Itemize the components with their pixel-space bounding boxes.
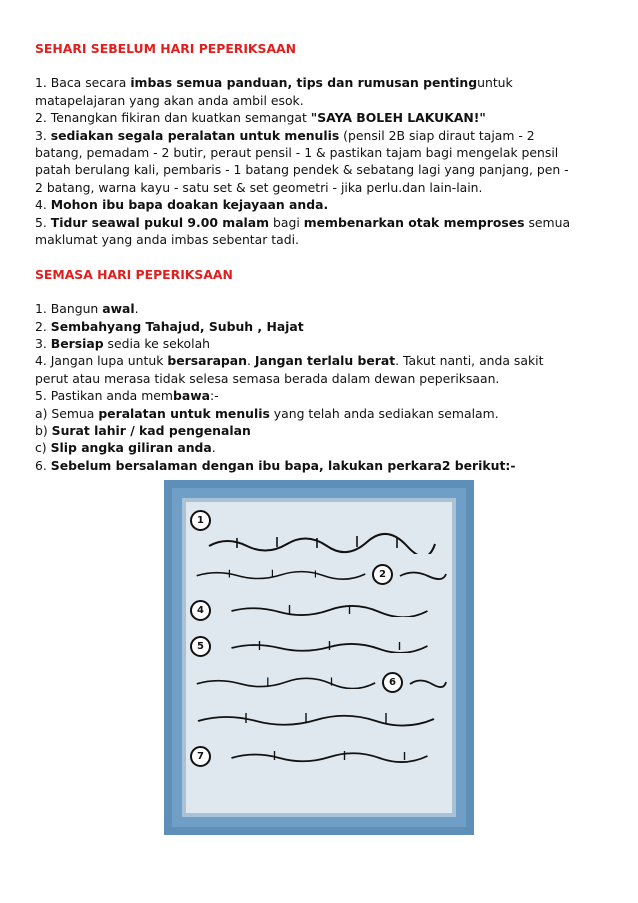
item-bold: bersarapan — [167, 353, 247, 369]
verse-calligraphy — [216, 639, 443, 653]
s1-item-1-cont: matapelajaran yang akan anda ambil esok. — [35, 92, 304, 108]
verse-calligraphy — [195, 567, 367, 581]
item-text: 4. — [35, 197, 51, 213]
s2-item-3 — [35, 335, 605, 352]
verse-row-1 — [190, 506, 448, 534]
item-text: :- — [210, 388, 219, 404]
verse-number: 2 — [372, 564, 393, 585]
verse-calligraphy — [216, 749, 443, 763]
verse-row-4 — [190, 596, 448, 624]
item-text: 2. Tenangkan fikiran dan kuatkan semangat — [35, 110, 311, 126]
item-bold: membenarkan otak memproses — [303, 214, 525, 230]
item-text: 6. — [35, 457, 51, 473]
al-fatihah-panel — [182, 498, 456, 817]
verse-number: 5 — [190, 636, 211, 657]
item-text: 3. — [35, 336, 51, 352]
document-page — [35, 40, 605, 510]
section1-heading: SEHARI SEBELUM HARI PEPERIKSAAN — [35, 41, 297, 56]
item-text: 3. — [35, 127, 51, 143]
item-text: sedia ke sekolah — [103, 336, 211, 352]
s2-item-6 — [35, 457, 605, 474]
verse-calligraphy — [216, 603, 443, 617]
item-text: 4. Jangan lupa untuk — [35, 353, 168, 369]
item-text: yang telah anda sediakan semalam. — [269, 405, 499, 421]
s2-item-4 — [35, 352, 605, 369]
al-fatihah-image — [164, 480, 474, 835]
s1-item-3-cont2: patah berulang kali, pembaris - 1 batang pendek & sebatang lagi yang panjang, pen - — [35, 162, 569, 178]
s1-item-3-cont3: 2 batang, warna kayu - satu set & set geometri - jika perlu.dan lain-lain. — [35, 179, 483, 195]
verse-calligraphy — [195, 675, 377, 689]
item-text: . — [247, 353, 255, 369]
verse-number: 4 — [190, 600, 211, 621]
item-bold: Jangan terlalu berat — [254, 353, 396, 369]
item-text: 1. Baca secara — [35, 75, 131, 91]
item-text: . — [134, 301, 139, 317]
item-bold: bawa — [172, 388, 211, 404]
s1-item-2 — [35, 109, 605, 126]
verse-calligraphy — [196, 710, 436, 728]
item-bold: Sebelum bersalaman dengan ibu bapa, lakukan perkara2 berikut:- — [50, 457, 516, 473]
verse-calligraphy — [408, 675, 448, 689]
item-text: semua — [524, 214, 571, 230]
item-bold: Tidur seawal pukul 9.00 malam — [50, 214, 270, 230]
verse-row-7 — [190, 742, 448, 770]
item-text: b) — [35, 423, 52, 439]
verse-number: 6 — [382, 672, 403, 693]
s2-item-5 — [35, 387, 605, 404]
item-bold: awal — [102, 301, 135, 317]
s2-item-b — [35, 422, 605, 439]
item-text: 1. Bangun — [35, 301, 103, 317]
verse-row-6 — [190, 668, 448, 696]
bismillah-calligraphy — [207, 532, 437, 554]
s1-item-3-cont1: batang, pemadam - 2 butir, peraut pensil - 1 & pastikan tajam bagi mengelak pensil — [35, 145, 559, 161]
item-bold: Mohon ibu bapa doakan kejayaan anda. — [50, 197, 329, 213]
s2-item-a — [35, 405, 605, 422]
item-text: 5. — [35, 214, 51, 230]
item-bold: Bersiap — [50, 336, 104, 352]
s1-item-1 — [35, 74, 605, 91]
item-bold: "SAYA BOLEH LAKUKAN!" — [310, 110, 486, 126]
item-bold: imbas semua panduan, tips dan rumusan penting — [130, 75, 478, 91]
item-bold: Sembahyang Tahajud, Subuh , Hajat — [50, 318, 304, 334]
item-bold: Surat lahir / kad pengenalan — [51, 423, 251, 439]
s2-item-4-cont: perut atau merasa tidak selesa semasa berada dalam dewan peperiksaan. — [35, 370, 500, 386]
verse-row-5 — [190, 632, 448, 660]
s2-item-1 — [35, 300, 605, 317]
verse-number: 1 — [190, 510, 211, 531]
item-bold: peralatan untuk menulis — [98, 405, 270, 421]
item-bold: sediakan segala peralatan untuk menulis — [50, 127, 340, 143]
verse-calligraphy — [398, 567, 448, 581]
s1-item-5 — [35, 214, 605, 231]
item-text: (pensil 2B siap diraut tajam - 2 — [339, 127, 535, 143]
item-text: c) — [35, 440, 51, 456]
verse-row-2 — [190, 560, 448, 588]
section2-heading: SEMASA HARI PEPERIKSAAN — [35, 266, 233, 282]
s1-item-4 — [35, 196, 605, 213]
s1-item-3 — [35, 127, 605, 144]
item-text: 5. Pastikan anda mem — [35, 388, 173, 404]
verse-number: 7 — [190, 746, 211, 767]
item-text: bagi — [269, 214, 304, 230]
s2-item-2 — [35, 318, 605, 335]
item-text: untuk — [477, 75, 513, 91]
item-text: a) Semua — [35, 405, 99, 421]
s2-item-c — [35, 439, 605, 456]
item-text: 2. — [35, 318, 51, 334]
item-bold: Slip angka giliran anda — [50, 440, 212, 456]
s1-item-5-cont: maklumat yang anda imbas sebentar tadi. — [35, 232, 299, 248]
item-text: . Takut nanti, anda sakit — [395, 353, 544, 369]
item-text: . — [211, 440, 216, 456]
